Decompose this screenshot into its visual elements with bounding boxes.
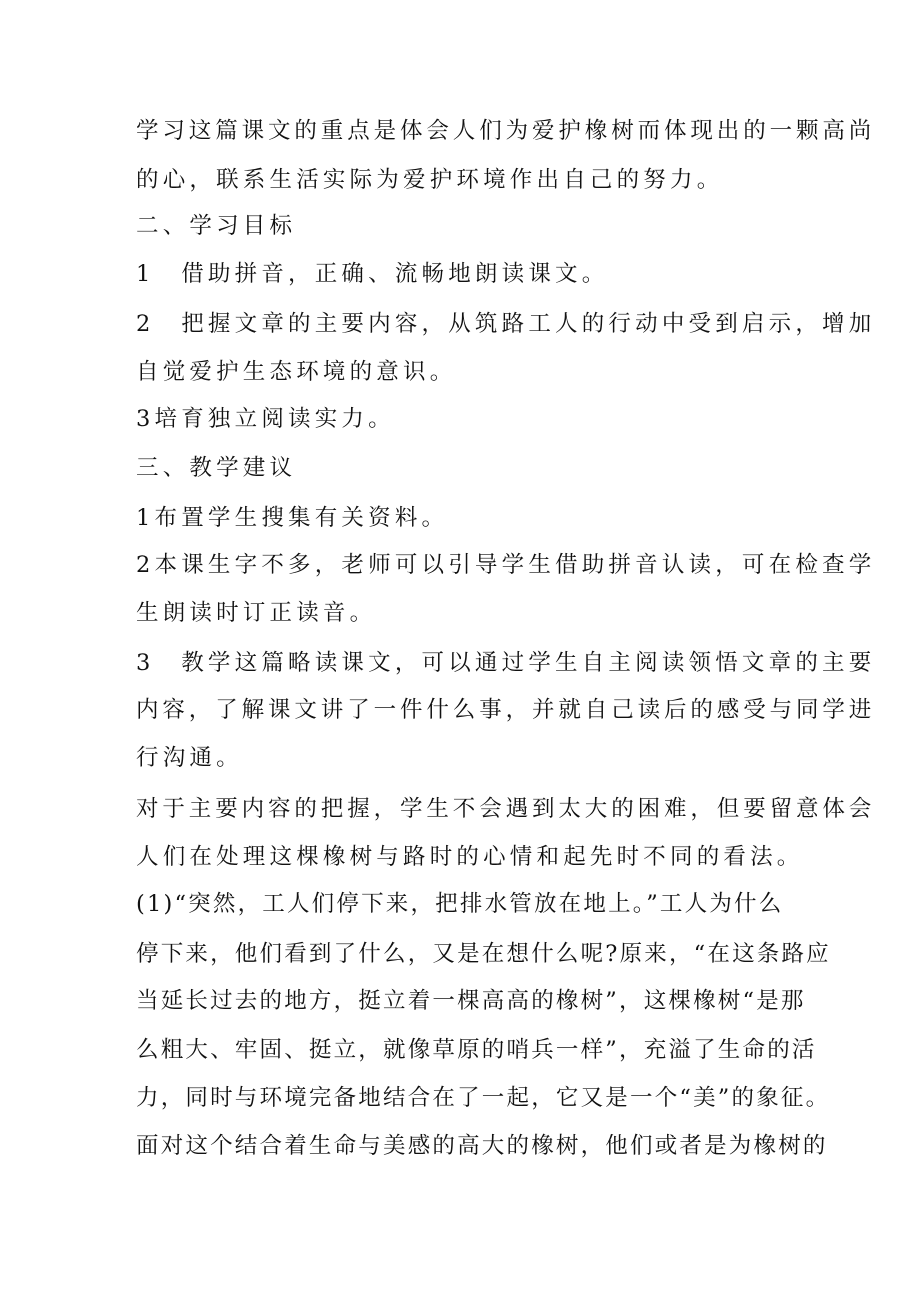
text-line: 行沟通。 bbox=[136, 745, 243, 771]
section-heading: 二、学习目标 bbox=[136, 213, 297, 239]
text-line: 对于主要内容的把握，学生不会遇到太大的困难，但要留意体会 bbox=[136, 796, 876, 822]
list-item: 3培育独立阅读实力。 bbox=[136, 406, 395, 432]
text-line: 的心，联系生活实际为爱护环境作出自己的努力。 bbox=[136, 167, 724, 193]
text-line: 生朗读时订正读音。 bbox=[136, 600, 377, 626]
text-line: 人们在处理这棵橡树与路时的心情和起先时不同的看法。 bbox=[136, 844, 804, 870]
list-item: 3 教学这篇略读课文，可以通过学生自主阅读领悟文章的主要 bbox=[136, 650, 876, 676]
list-item: 2本课生字不多，老师可以引导学生借助拼音认读，可在检查学 bbox=[136, 552, 876, 578]
text-line: 面对这个结合着生命与美感的高大的橡树，他们或者是为橡树的 bbox=[136, 1133, 828, 1159]
text-line: (1)“突然，工人们停下来，把排水管放在地上。”工人为什么 bbox=[136, 891, 784, 917]
text-line: 当延长过去的地方，挺立着一棵高高的橡树”，这棵橡树“是那 bbox=[136, 988, 806, 1014]
list-item: 2 把握文章的主要内容，从筑路工人的行动中受到启示，增加 bbox=[136, 311, 876, 337]
text-line: 力，同时与环境完备地结合在了一起，它又是一个“美”的象征。 bbox=[136, 1085, 831, 1111]
text-line: 么粗大、牢固、挺立，就像草原的哨兵一样”，充溢了生命的活 bbox=[136, 1037, 817, 1063]
list-item: 1布置学生搜集有关资料。 bbox=[136, 505, 449, 531]
text-line: 内容，了解课文讲了一件什么事，并就自己读后的感受与同学进 bbox=[136, 697, 876, 723]
text-line: 自觉爱护生态环境的意识。 bbox=[136, 359, 457, 385]
section-heading: 三、教学建议 bbox=[136, 455, 297, 481]
list-item: 1 借助拼音，正确、流畅地朗读课文。 bbox=[136, 261, 609, 287]
text-line: 停下来，他们看到了什么，又是在想什么呢?原来，“在这条路应 bbox=[136, 941, 831, 967]
text-line: 学习这篇课文的重点是体会人们为爱护橡树而体现出的一颗高尚 bbox=[136, 118, 876, 144]
